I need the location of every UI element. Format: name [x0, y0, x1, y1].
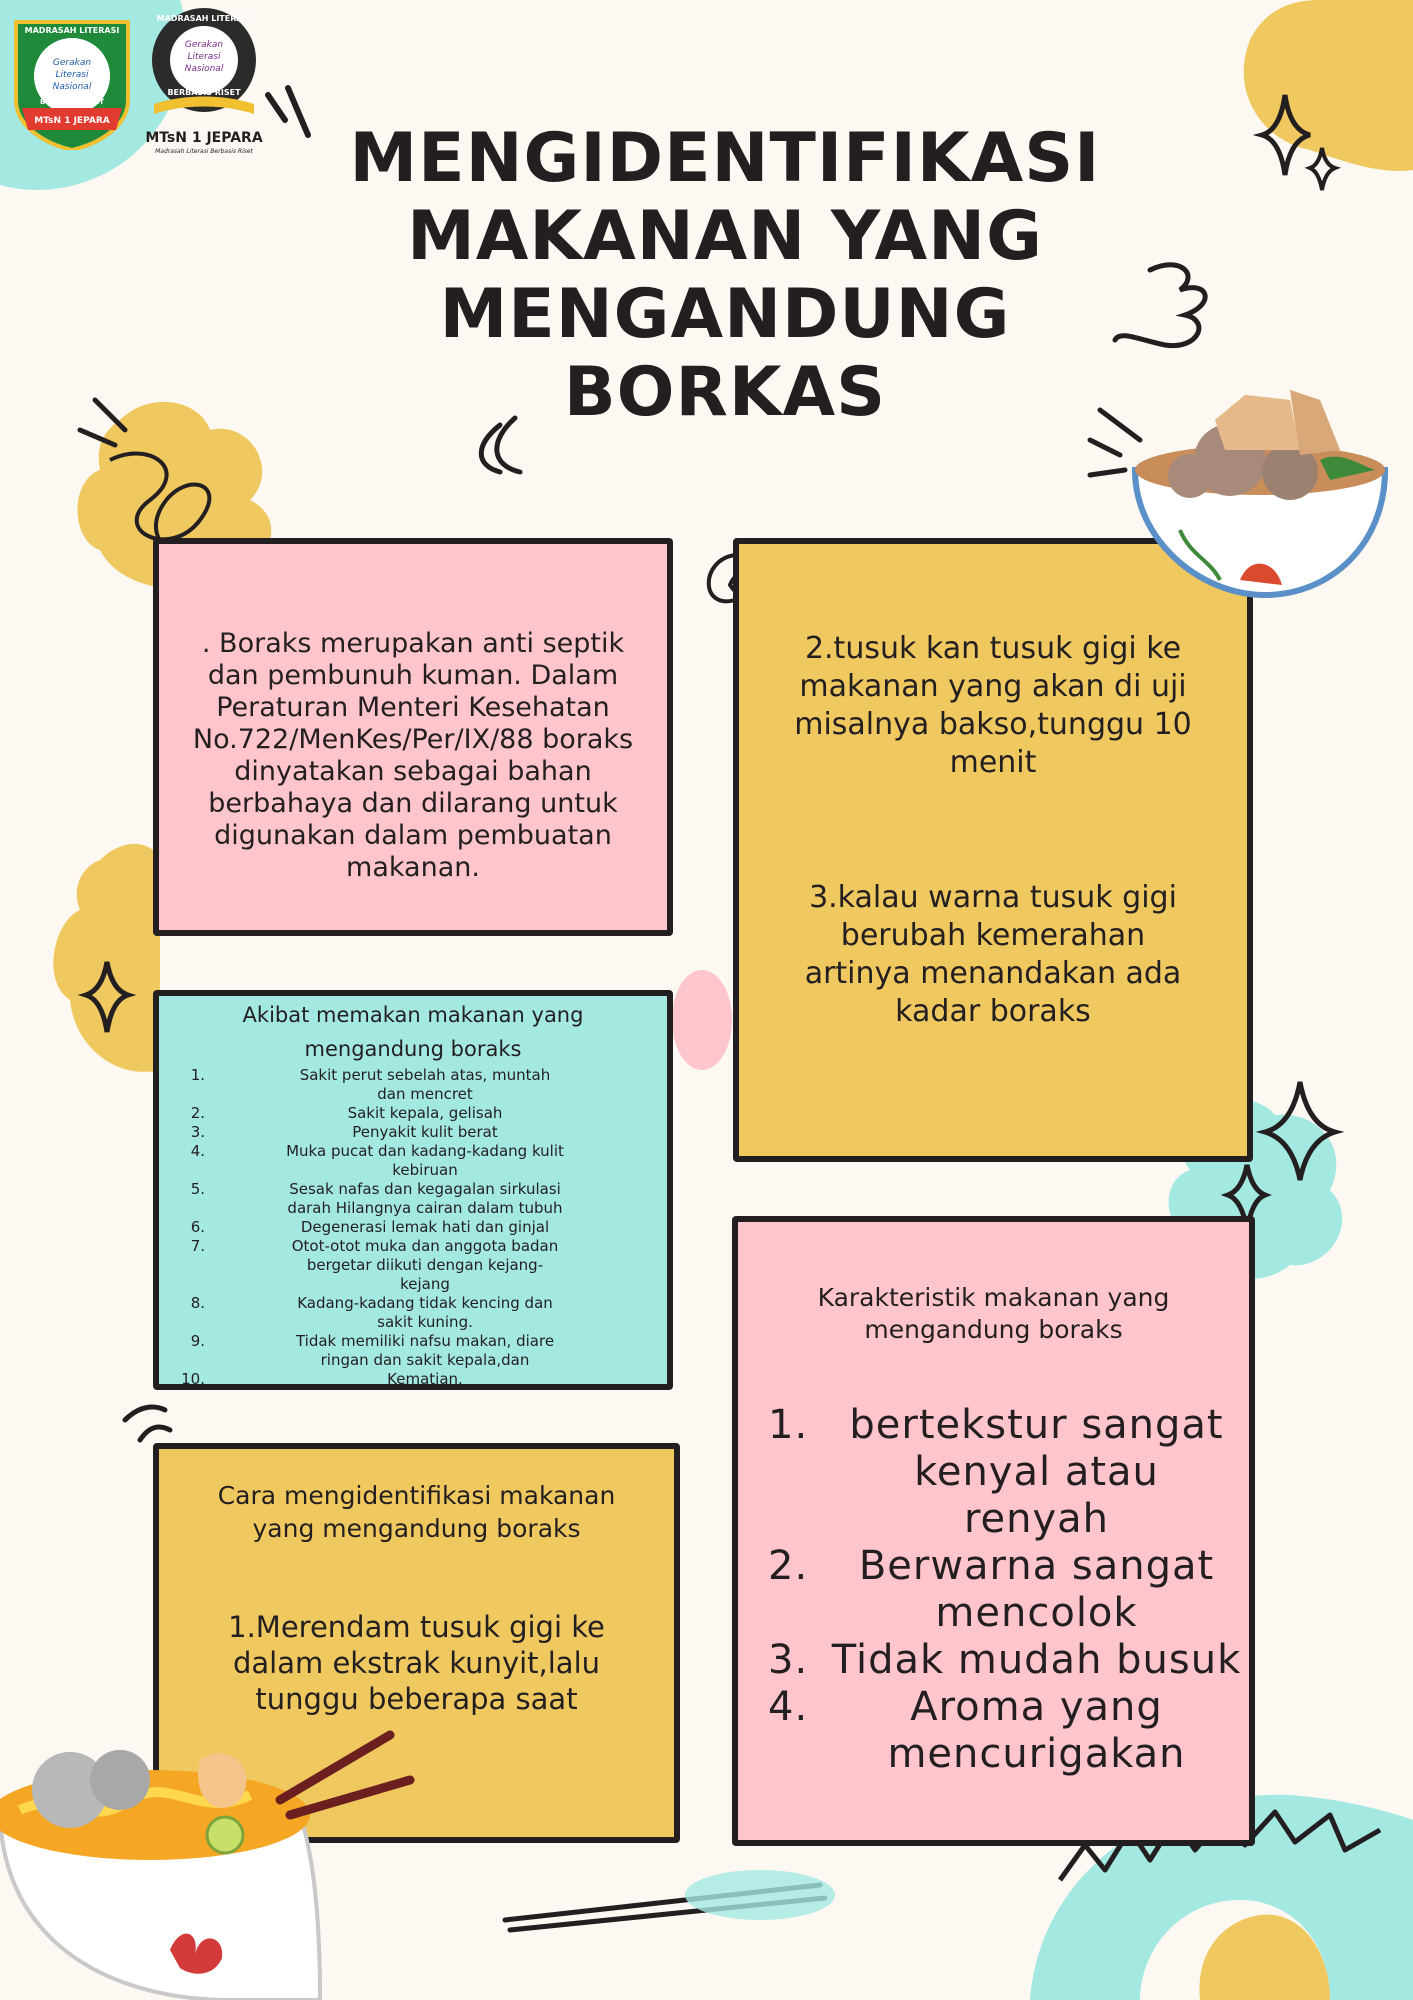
step-2-line: makanan yang akan di uji — [799, 669, 1187, 704]
step-3 — [779, 879, 1207, 1031]
intro-line: digunakan dalam pembuatan — [214, 820, 612, 851]
step-2-line: 2.tusuk kan tusuk gigi ke — [804, 631, 1182, 666]
characteristics-item-number: 3. — [768, 1637, 809, 1683]
step-2 — [759, 630, 1227, 782]
slash-doodle — [268, 88, 308, 135]
characteristics-card — [732, 1216, 1255, 1846]
effects-item — [179, 1237, 647, 1294]
pink-blob-middle — [672, 970, 732, 1070]
characteristics-item-line: mencolok — [935, 1590, 1138, 1636]
effects-item-line: ringan dan sakit kepala,dan — [320, 1351, 530, 1369]
characteristics-item-line: Berwarna sangat — [858, 1543, 1215, 1589]
characteristics-item-line: Tidak mudah busuk — [831, 1637, 1242, 1683]
effects-item-line: kebiruan — [392, 1161, 458, 1179]
logo-left-ring-bottom: BERBASIS RISET — [40, 98, 104, 106]
logo-right-tagline: Madrasah Literasi Berbasis Riset — [155, 148, 253, 155]
characteristics-item — [768, 1637, 1245, 1684]
identify-heading-line: Cara mengidentifikasi makanan — [217, 1481, 616, 1510]
intro-line: No.722/MenKes/Per/IX/88 boraks — [192, 724, 634, 755]
test-steps-card — [733, 538, 1253, 1162]
effects-item — [179, 1066, 647, 1104]
madrasah-literasi-logo-left — [8, 12, 136, 150]
logo-right-center-2: Literasi — [187, 52, 221, 62]
noodle-bowl-foreground — [0, 1700, 420, 2000]
characteristics-item-line: mencurigakan — [887, 1731, 1186, 1777]
identify-step-line: 1.Merendam tusuk gigi ke — [228, 1610, 605, 1644]
effects-item — [179, 1218, 647, 1237]
characteristics-heading-line: mengandung boraks — [864, 1315, 1123, 1344]
bakso-bowl-foreground — [1120, 385, 1400, 605]
effects-item-line: Tidak memiliki nafsu makan, diare — [295, 1332, 555, 1350]
characteristics-list — [768, 1402, 1245, 1778]
logo-right-center-3: Nasional — [184, 64, 224, 74]
title-line-2: MAKANAN YANG — [407, 197, 1043, 276]
logo-left-center-1: Gerakan — [52, 58, 92, 68]
effects-item-line: Otot-otot muka dan anggota badan — [291, 1237, 559, 1255]
effects-item-number: 2. — [190, 1104, 205, 1122]
effects-item — [179, 1332, 647, 1370]
characteristics-heading-line: Karakteristik makanan yang — [817, 1283, 1170, 1312]
effects-item — [179, 1180, 647, 1218]
madrasah-literasi-logo-right — [134, 4, 274, 154]
logo-left-center-3: Nasional — [52, 82, 92, 92]
effects-item-line: dan mencret — [377, 1085, 473, 1103]
effects-item — [179, 1294, 647, 1332]
logo-right-ring-bottom: BERBASIS RISET — [167, 88, 241, 97]
step-3-line: 3.kalau warna tusuk gigi — [809, 880, 1177, 915]
characteristics-item — [768, 1684, 1245, 1778]
effects-item-line: Degenerasi lemak hati dan ginjal — [300, 1218, 550, 1236]
effects-item-number: 10. — [181, 1370, 205, 1388]
yellow-blob-left-middle — [53, 844, 161, 1072]
effects-heading-line: mengandung boraks — [304, 1037, 522, 1061]
intro-line: makanan. — [346, 852, 480, 883]
characteristics-item-line: renyah — [963, 1496, 1110, 1542]
effects-item-number: 7. — [190, 1237, 205, 1255]
characteristics-item-number: 4. — [768, 1684, 809, 1730]
effects-item-number: 3. — [190, 1123, 205, 1141]
characteristics-item-line: bertekstur sangat — [849, 1402, 1224, 1448]
effects-item-line: Muka pucat dan kadang-kadang kulit — [286, 1142, 564, 1160]
effects-item-line: Kadang-kadang tidak kencing dan — [297, 1294, 553, 1312]
characteristics-item-number: 2. — [768, 1543, 809, 1589]
effects-item-line: Penyakit kulit berat — [352, 1123, 498, 1141]
title-line-4: BORKAS — [563, 353, 887, 432]
step-3-line: berubah kemerahan — [840, 918, 1146, 953]
effects-item-number: 8. — [190, 1294, 205, 1312]
effects-item-line: Sakit kepala, gelisah — [347, 1104, 503, 1122]
intro-line: Peraturan Menteri Kesehatan — [216, 692, 610, 723]
effects-card — [153, 990, 673, 1390]
effects-item-line: darah Hilangnya cairan dalam tubuh — [287, 1199, 563, 1217]
characteristics-item — [768, 1402, 1245, 1543]
effects-item-number: 1. — [190, 1066, 205, 1084]
effects-heading — [179, 998, 647, 1066]
intro-line: . Boraks merupakan anti septik — [201, 628, 625, 659]
identify-step-line: tunggu beberapa saat — [255, 1682, 578, 1716]
effects-item-line: Sesak nafas dan kegagalan sirkulasi — [289, 1180, 561, 1198]
effects-item — [179, 1142, 647, 1180]
step-2-line: menit — [949, 745, 1037, 780]
page-title — [330, 120, 1120, 432]
effects-item-number: 6. — [190, 1218, 205, 1236]
teal-blob-bottom — [685, 1870, 835, 1920]
effects-item — [179, 1104, 647, 1123]
step-3-line: artinya menandakan ada — [804, 956, 1182, 991]
logo-right-center-1: Gerakan — [184, 40, 224, 50]
effects-item-line: Kematian. — [387, 1370, 463, 1388]
effects-item — [179, 1123, 647, 1142]
logo-right-ring-top: MADRASAH LITERASI — [156, 14, 252, 23]
effects-item-line: kejang — [400, 1275, 450, 1293]
intro-card — [153, 538, 673, 936]
title-line-3: MENGANDUNG — [439, 275, 1011, 354]
effects-item-line: sakit kuning. — [377, 1313, 473, 1331]
effects-item-line: bergetar diikuti dengan kejang- — [306, 1256, 544, 1274]
intro-line: dinyatakan sebagai bahan — [234, 756, 592, 787]
characteristics-item-line: Aroma yang — [910, 1684, 1163, 1730]
title-line-1: MENGIDENTIFIKASI — [349, 119, 1101, 198]
yellow-blob-top-right — [1244, 0, 1413, 171]
logo-left-banner: MTsN 1 JEPARA — [34, 116, 110, 126]
effects-item-number: 9. — [190, 1332, 205, 1350]
effects-heading-line: Akibat memakan makanan yang — [242, 1003, 584, 1027]
characteristics-heading — [748, 1282, 1239, 1346]
effects-item-number: 4. — [190, 1142, 205, 1160]
effects-item-number: 5. — [190, 1180, 205, 1198]
logo-left-center-2: Literasi — [55, 70, 89, 80]
squiggle-doodle — [1115, 265, 1205, 346]
step-3-line: kadar boraks — [895, 994, 1091, 1029]
effects-list — [179, 1066, 647, 1389]
identify-heading-line: yang mengandung boraks — [252, 1514, 581, 1543]
step-2-line: misalnya bakso,tunggu 10 — [794, 707, 1192, 742]
identify-step-line: dalam ekstrak kunyit,lalu — [232, 1646, 601, 1680]
intro-line: berbahaya dan dilarang untuk — [208, 788, 618, 819]
effects-item-line: Sakit perut sebelah atas, muntah — [299, 1066, 551, 1084]
characteristics-item — [768, 1543, 1245, 1637]
identify-heading — [169, 1479, 664, 1545]
effects-item — [179, 1370, 647, 1389]
characteristics-item-line: kenyal atau — [914, 1449, 1159, 1495]
logo-right-name: MTsN 1 JEPARA — [145, 130, 263, 146]
intro-line: dan pembunuh kuman. Dalam — [207, 660, 619, 691]
slash-doodle — [125, 1407, 170, 1440]
logo-left-ring-top: MADRASAH LITERASI — [24, 26, 120, 35]
characteristics-item-number: 1. — [768, 1402, 809, 1448]
